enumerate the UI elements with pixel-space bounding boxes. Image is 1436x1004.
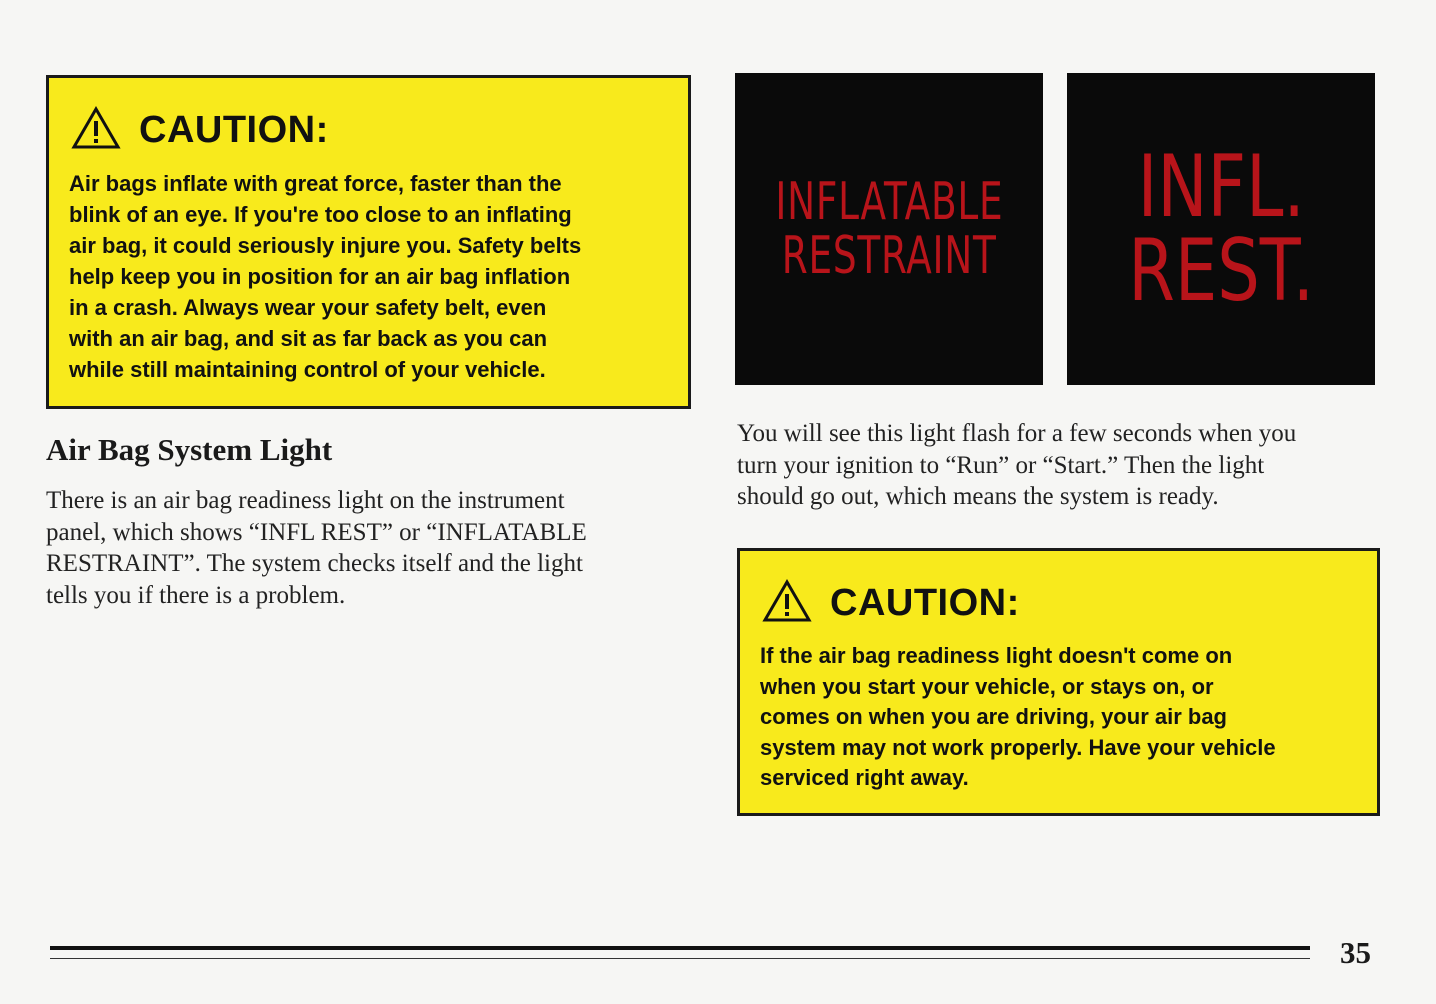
indicator-line: REST. (1128, 221, 1314, 321)
footer-rule (50, 946, 1310, 950)
indicator-line: RESTRAINT (781, 226, 997, 286)
caution-header (762, 579, 1020, 628)
section-body-text: There is an air bag readiness light on the instrument panel, which shows “INFL REST” or “INFLATABLE RESTRAINT”. The system checks itself and the light tells you if there is a problem. (46, 487, 587, 609)
caution-text: If the air bag readiness light doesn't come on when you start your vehicle, or stays on, or comes on when you are driving, your air bag system may not work properly. Have your vehicle serviced right away. (760, 643, 1276, 790)
caution-title: CAUTION: (830, 582, 1020, 624)
warning-triangle-icon (762, 579, 812, 628)
caution-header (71, 106, 329, 155)
page-number: 35 (1340, 935, 1371, 970)
indicator-panel-inflatable-restraint (735, 73, 1043, 385)
caution-box-readiness-light (737, 548, 1380, 816)
footer-rule-thin (50, 958, 1310, 959)
indicator-line: INFL. (1137, 137, 1305, 237)
indicator-description-text: You will see this light flash for a few seconds when you turn your ignition to “Run” or “Start.” Then the light should go out, which means the system is ready. (737, 420, 1297, 510)
indicator-panel-infl-rest (1067, 73, 1375, 385)
indicator-line: INFLATABLE (775, 172, 1003, 232)
warning-triangle-icon (71, 106, 121, 155)
caution-text: Air bags inflate with great force, faster than the blink of an eye. If you're too close to an inflating air bag, it could seriously injure you. Safety belts help keep you in position for an air bag inflation in a crash. Always wear your safety belt, even with an air bag, and sit as far back as you can while still maintaining control of your vehicle. (69, 171, 582, 382)
caution-title: CAUTION: (139, 109, 329, 151)
section-heading: Air Bag System Light (46, 432, 333, 467)
caution-box-airbag-force (46, 75, 691, 409)
